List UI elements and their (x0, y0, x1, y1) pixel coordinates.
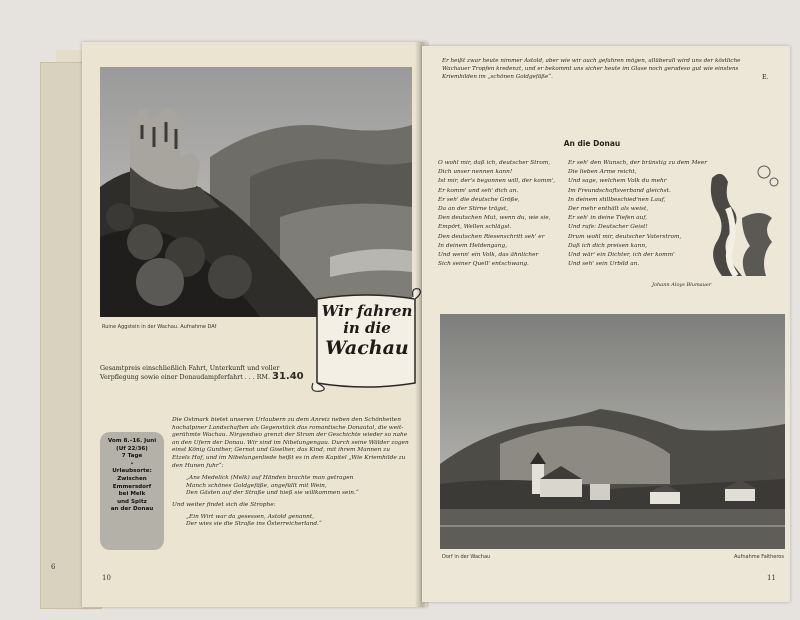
poem-line: Den deutschen Mut, wenn du, wie sie, (438, 215, 551, 222)
poem-line: Und sage, welchem Volk du mehr (568, 178, 667, 185)
poem-line: In deinem stillbeschied'nen Lauf, (568, 196, 666, 203)
poem-line: In deinem Heldengang, (438, 242, 508, 249)
body-line: hochalpiner Landschaften als Gegenstück das romantische Donautal, die weit- (172, 424, 404, 431)
village-caption: Dorf in der Wachau (442, 554, 491, 560)
right-page (422, 46, 790, 602)
trip-bullet: • (130, 460, 134, 467)
castle-ruin-photo (100, 67, 412, 317)
quote-line: „Ans Medelick (Melk) auf Händen brachte man getragen (186, 475, 354, 482)
poem-line: Und wenn' ein Volk, das ähnlicher (438, 252, 539, 259)
quote-line: Den Gästen auf der Straße und hieß sie willkommen sein.“ (186, 490, 359, 497)
village-photo (440, 314, 785, 549)
trip-dates: Vom 8.–16. Juni (107, 438, 157, 444)
right-page-number: 11 (767, 574, 776, 582)
trip-places-label: Urlaubsorte: (112, 468, 152, 475)
intro-line: Wachauer Tropfen kredenzt, und er bekommt uns sicher heute im Glase noch geradeso gut wie einstens (442, 65, 739, 72)
poem-column-2 (568, 159, 708, 269)
trip-place-2: Emmersdorf (112, 483, 152, 490)
quote-line: „Ein Wirt war da gesessen, Astold genannt, (186, 513, 315, 520)
poem-line: Er seh' in deine Tiefen auf, (568, 215, 648, 222)
poem-line: Den deutschen Riesenschritt seh' er (438, 233, 545, 240)
castle-photo-caption: Ruine Aggstein in der Wachau. Aufnahme DAf (102, 324, 217, 330)
poem-line: Drum wohl mir, deutscher Vaterstrom, (568, 233, 682, 240)
river-sketch (702, 158, 782, 278)
poem-line: Sich seiner Quell' entschwang. (438, 261, 529, 268)
price-line-2: Verpflegung sowie einer Donaudampferfahrt . . . RM. (100, 374, 270, 382)
left-page-number: 10 (102, 574, 111, 582)
trip-days: 7 Tage (121, 453, 143, 460)
poem-title: An die Donau (563, 139, 621, 148)
poem-line: Er seh' die deutsche Größe, (438, 196, 520, 203)
scroll-title-line-2: in die (343, 319, 391, 337)
body-line: an den Ufern der Donau. Wir sind im Nibelungengau. Durch seine Wälder zogen (172, 439, 409, 446)
trip-place-3: bei Melk (118, 491, 146, 498)
price-line-1: Gesamtpreis einschließlich Fahrt, Unterkunft und voller (100, 365, 280, 372)
body-line: Etzels Hof, und im Nibelungenliede heißt es in dem Kapitel „Wie Kriemhilde zu (172, 454, 406, 461)
intro-line: Kriemhilden im „schönen Goldgefäße“. (442, 73, 553, 80)
quote-line: Der wies sie die Straße ins Österreicherland.“ (186, 521, 322, 528)
poem-line: Dich unser nennen kann! (438, 169, 513, 176)
trip-code: (Uf 22/36) (116, 445, 148, 452)
poem-line: Ist mir, der's begonnen will, der komm', (438, 178, 556, 185)
poem-line: Empört, Wellen schlägst. (438, 224, 512, 231)
under-page-number: 6 (51, 563, 56, 571)
price-block (100, 365, 320, 383)
trip-place-5: an der Donau (110, 506, 154, 513)
trip-place-1: Zwischen (117, 475, 147, 482)
poem-line: Und wär' ein Dichter, ich der komm' (568, 252, 675, 259)
poem-line: Der mehr enthält als weist, (568, 206, 649, 213)
body-line: Die Ostmark bietet unseren Urlaubern zu dem Anreiz neben den Schönheiten (172, 417, 401, 423)
village-photo-credit: Aufnahme Faltheros (734, 554, 784, 560)
trip-info-box (100, 432, 164, 550)
poem-line: Und rufe: Deutscher Geist! (568, 224, 648, 231)
village-illustration (440, 314, 785, 549)
scroll-title-line-3: Wachau (325, 337, 409, 359)
poem-line: Daß ich dich preisen kann, (568, 242, 647, 249)
transition-line: Und weiter findet sich die Strophe: (172, 501, 276, 508)
poem-line: Im Freundschaftsverband gleichst. (568, 187, 671, 194)
quote-line: Manch schönes Goldgefäße, angefüllt mit Wein, (186, 482, 327, 489)
price-value: 31.40 (271, 371, 304, 383)
intro-text (442, 58, 782, 81)
river-sketch-illustration (702, 158, 782, 278)
left-page (82, 42, 427, 607)
intro-line: Er heißt zwar heute nimmer Astold, aber wie wir auch gefahren mögen, allüberall wird uns der köstliche (442, 58, 741, 64)
scroll-title-line-1: Wir fahren (321, 302, 413, 320)
poem-line: Die lieben Arme reicht, (568, 169, 637, 176)
intro-signature: E. (762, 74, 769, 81)
book-spread (22, 22, 792, 607)
castle-ruin-illustration (100, 67, 412, 317)
poem-line: Und seh' sein Urbild an. (568, 261, 640, 268)
title-scroll (307, 287, 425, 397)
poem-author: Johann Aloys Blumauer (652, 282, 712, 288)
poem-column-1 (438, 159, 573, 269)
poem-line: O wohl mir, daß ich, deutscher Strom, (438, 160, 551, 166)
body-text (172, 417, 422, 529)
body-line: gerühmte Wachau. Nirgendwo grenzt der Strom der Geschichte wieder so nahe (172, 432, 408, 439)
body-line: einst König Gunther, Gernot und Giselher, das Kind, mit ihrem Mannen zu (172, 447, 390, 454)
trip-place-4: und Spitz (117, 498, 147, 505)
poem-line: Er seh' den Wunsch, der brünstig zu dem Meer (568, 160, 708, 166)
poem-line: Da an der Stirne trägst, (438, 206, 509, 213)
poem-line: Er komm' und seh' dich an. (438, 187, 519, 194)
body-line: den Hunen fuhr“: (172, 462, 224, 469)
